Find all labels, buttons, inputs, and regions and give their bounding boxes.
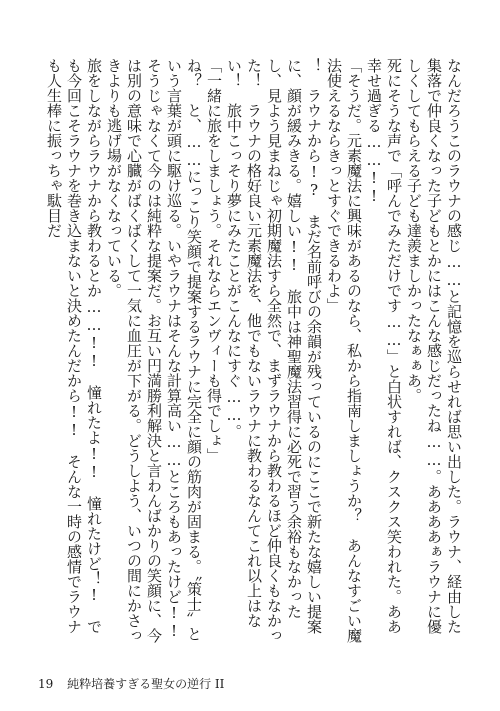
paragraph-2: 死にそうな声で「呼んでみただけです……」と白状すれば、クスクス笑われた。ああ幸せ過ぎる……!! xyxy=(365,58,403,634)
paragraph-7: 旅をしながらラウナから教わるとか……!! 憧れたよ!! 憧れたけど！! でも今回こそラウナを巻き込まないと決めたんだから!! そんな一時の感情でラウナも人生棒に振っちゃ駄目だ xyxy=(45,58,103,634)
paragraph-1: なんだろうこのラウナの感じ……と記憶を巡らせれば思い出した。ラウナ、経由した集落で仲良くなった子どもとかにはこんな感じだったね……。ああああぁラウナに優しくしてもらえる子ども達羨ましかったなぁぁあ。 xyxy=(405,58,463,634)
paragraph-3: 「そうだ。元素魔法に興味があるのなら、私から指南しましょうか？ あんなすごい魔法使えるならきっとすぐできるわよ」 xyxy=(325,58,363,643)
book-title: 純粋培養すぎる聖女の逆行 II xyxy=(67,677,225,691)
paragraph-4: ！ ラウナから!? まだ名前呼びの余韻が残っているのにここで新たな嬉しい提案に、顔が緩みきる。嬉しい!! 旅中は神聖魔法習得に必死で習う余裕もなかったし、見よう見まねじゃ初期魔法すら全然で、まずラウナから教わるほど仲良くもなかった！ ラウナの格好良い元素魔法を、他でもないラウナに教わるなんてこれ以上はない！ 旅中こっそり夢にみたことがこんなにすぐ……。 xyxy=(225,58,323,643)
paragraph-5: 「一緒に旅をしましょう。それならエンヴィーも得でしょ」 xyxy=(205,58,223,463)
page-footer xyxy=(38,677,224,691)
page-number: 19 xyxy=(38,677,54,691)
body-text xyxy=(44,58,464,655)
paragraph-6: ね？ と、……にっこり笑顔で提案するラウナに完全に顔の筋肉が固まる。〝策士〟という言葉が頭に駆け巡る。いやラウナはそんな計算高い……ところもあったけど!! そうじゃなくて今のは純粋な提案だ。お互い円満勝利解決と言わんばかりの笑顔に、今は別の意味で心臓がばくばくして一気に血圧が下がる。どうしよう、いつの間にかさっきよりも逃げ場がなくなっている。 xyxy=(105,58,203,655)
